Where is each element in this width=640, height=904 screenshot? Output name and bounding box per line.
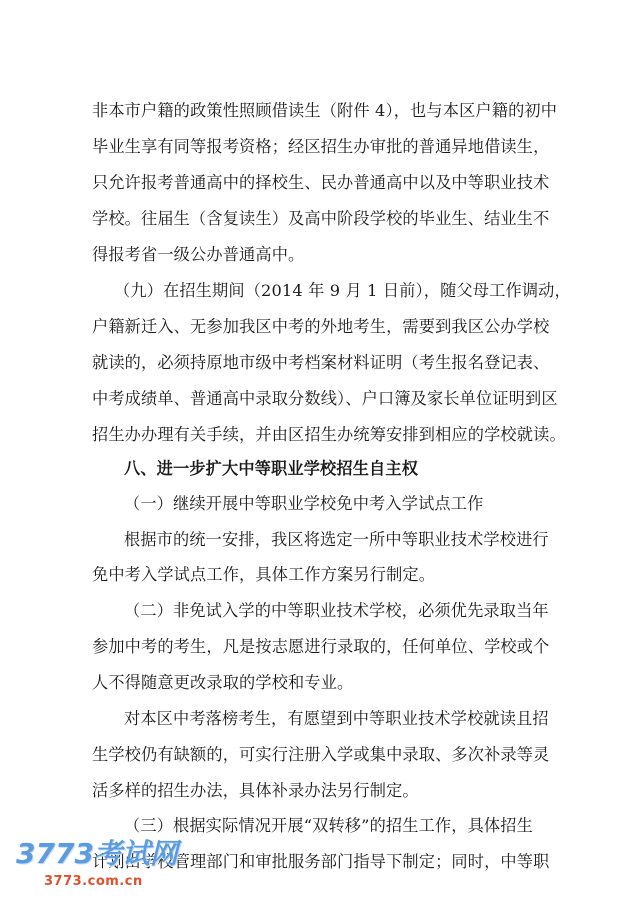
body-text-line: 就读的，必须持原地市级中考档案材料证明（考生报名登记表、 xyxy=(92,353,550,372)
body-text-line: （三）根据实际情况开展“双转移”的招生工作，具体招生 xyxy=(124,816,533,835)
body-text-line: 免中考入学试点工作，具体工作方案另行制定。 xyxy=(92,565,436,584)
body-text-line: 毕业生享有同等报考资格；经区招生办审批的普通异地借读生， xyxy=(92,137,550,156)
body-text-line: 学校。往届生（含复读生）及高中阶段学校的毕业生、结业生不 xyxy=(92,209,550,228)
body-text-line: （九）在招生期间（2014 年 9 月 1 日前），随父母工作调动， xyxy=(114,281,571,300)
body-text-line: 得报考省一级公办普通高中。 xyxy=(92,245,305,264)
body-text-line: 对本区中考落榜考生，有愿望到中等职业技术学校就读且招 xyxy=(124,709,549,728)
section-heading: 八、进一步扩大中等职业学校招生自主权 xyxy=(124,459,419,478)
body-text-line: 人不得随意更改录取的学校和专业。 xyxy=(92,673,354,692)
body-text-line: 非本市户籍的政策性照顾借读生（附件 4），也与本区户籍的初中 xyxy=(92,101,558,120)
body-text-line: （二）非免试入学的中等职业技术学校，必须优先录取当年 xyxy=(124,601,549,620)
subsection-title: （一）继续开展中等职业学校免中考入学试点工作 xyxy=(124,494,484,513)
watermark-brand-text: 3773考试网 xyxy=(16,837,178,870)
body-text-line: 计划由学校管理部门和审批服务部门指导下制定；同时，中等职 xyxy=(92,852,550,871)
site-watermark-logo xyxy=(16,838,186,896)
body-text-line: 生学校仍有缺额的，可实行注册入学或集中录取、多次补录等灵 xyxy=(92,745,550,764)
body-text-line: 只允许报考普通高中的择校生、民办普通高中以及中等职业技术 xyxy=(92,173,550,192)
body-text-line: 招生办办理有关手续，并由区招生办统筹安排到相应的学校就读。 xyxy=(92,425,566,444)
body-text-line: 户籍新迁入、无参加我区中考的外地考生，需要到我区公办学校 xyxy=(92,317,550,336)
body-text-line: 中考成绩单、普通高中录取分数线）、户口簿及家长单位证明到区 xyxy=(92,389,558,408)
body-text-line: 活多样的招生办法，具体补录办法另行制定。 xyxy=(92,781,419,800)
body-text-line: 根据市的统一安排，我区将选定一所中等职业技术学校进行 xyxy=(124,530,549,549)
watermark-url-text: 3773.com.cn xyxy=(44,874,143,889)
body-text-line: 参加中考的考生，凡是按志愿进行录取的，任何单位、学校或个 xyxy=(92,637,550,656)
